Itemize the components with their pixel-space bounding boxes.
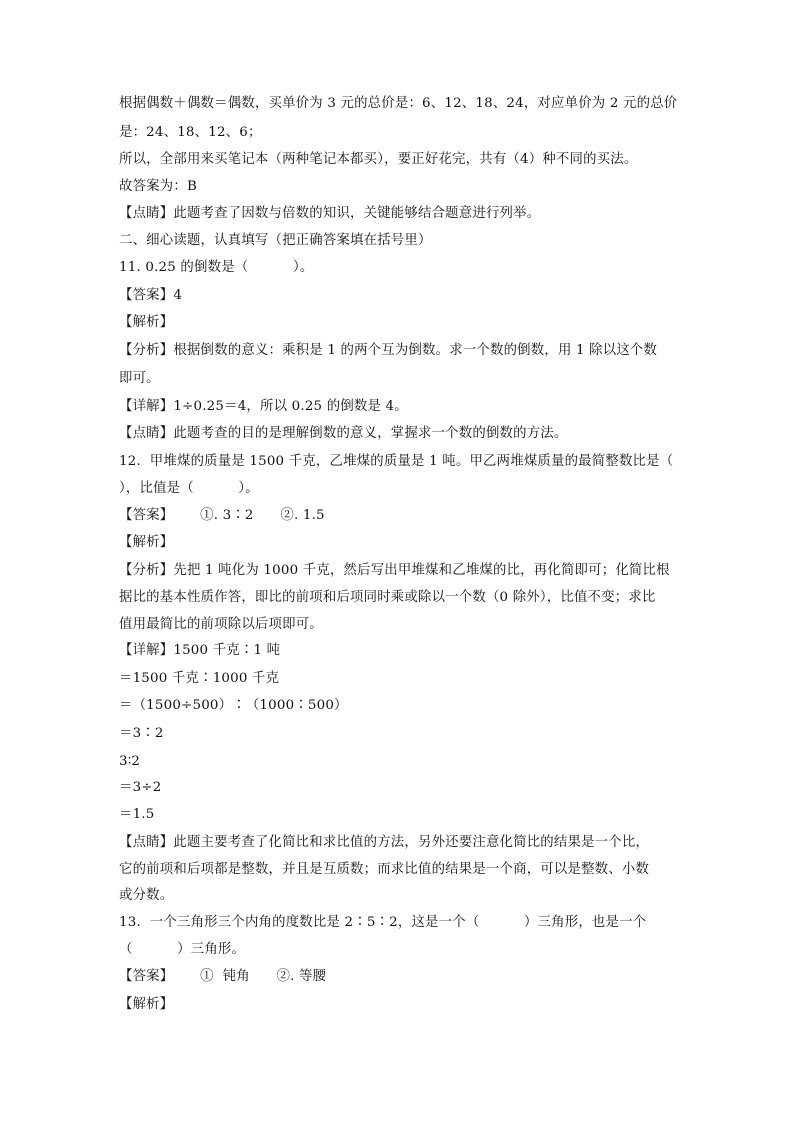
analysis-label: 【解析】 [119, 997, 174, 1012]
text-line: 【点睛】此题主要考查了化简比和求比值的方法，另外还要注意化简比的结果是一个比， [119, 835, 650, 850]
question-11: 11. 0.25 的倒数是（ ）。 [119, 260, 314, 275]
text-line: 所以，全部用来买笔记本（两种笔记本都买），要正好花完，共有（4）种不同的买法。 [119, 152, 638, 167]
section-heading: 二、细心读题，认真填写（把正确答案填在括号里） [119, 233, 432, 248]
text-line: 【分析】先把 1 吨化为 1000 千克，然后写出甲堆煤和乙堆煤的比，再化简即可；化简比根 [119, 563, 670, 578]
text-line: 【详解】1500 千克∶1 吨 [119, 643, 281, 658]
text-line: ＝3∶2 [119, 726, 164, 741]
text-line: 故答案为：B [119, 179, 197, 194]
text-line: ＝（1500÷500）∶（1000∶500） [119, 698, 348, 713]
answer-label: 【答案】 ① 钝角 ②. 等腰 [119, 969, 327, 984]
text-line: 值用最简比的前项除以后项即可。 [119, 617, 323, 632]
text-line: 【分析】根据倒数的意义：乘积是 1 的两个互为倒数。求一个数的倒数，用 1 除以这个数 [119, 343, 658, 358]
text-line: 【详解】1÷0.25＝4，所以 0.25 的倒数是 4。 [119, 399, 408, 414]
text-line: 是：24、18、12、6； [119, 125, 262, 140]
question-13: 13. 一个三角形三个内角的度数比是 2∶5∶2，这是一个（ ）三角形，也是一个 [119, 915, 647, 930]
text-line: ＝1.5 [119, 807, 155, 822]
text-line: 它的前项和后项都是整数，并且是互质数；而求比值的结果是一个商，可以是整数、小数 [119, 862, 650, 877]
answer-label: 【答案】4 [119, 288, 183, 303]
text-line: ＝3÷2 [119, 780, 162, 795]
text-line: （ ）三角形。 [119, 942, 246, 957]
question-12: 12. 甲堆煤的质量是 1500 千克，乙堆煤的质量是 1 吨。甲乙两堆煤质量的最简整数比是（ [119, 454, 674, 469]
text-line: 【点睛】此题考查了因数与倍数的知识，关键能够结合题意进行列举。 [119, 206, 541, 221]
text-line: 或分数。 [119, 888, 174, 903]
analysis-label: 【解析】 [119, 315, 174, 330]
text-line: 据比的基本性质作答，即比的前项和后项同时乘或除以一个数（0 除外），比值不变；求比 [119, 590, 656, 605]
text-line: 根据偶数＋偶数＝偶数，买单价为 3 元的总价是：6、12、18、24，对应单价为 2 元的总价 [119, 96, 678, 111]
analysis-label: 【解析】 [119, 535, 174, 550]
text-line: ），比值是（ ）。 [119, 481, 259, 496]
answer-label: 【答案】 ①. 3∶2 ②. 1.5 [119, 508, 325, 523]
text-line: 【点睛】此题考查的目的是理解倒数的意义，掌握求一个数的倒数的方法。 [119, 426, 568, 441]
text-line: 即可。 [119, 371, 160, 386]
text-line: 3∶2 [119, 754, 141, 769]
text-line: ＝1500 千克∶1000 千克 [119, 671, 280, 686]
